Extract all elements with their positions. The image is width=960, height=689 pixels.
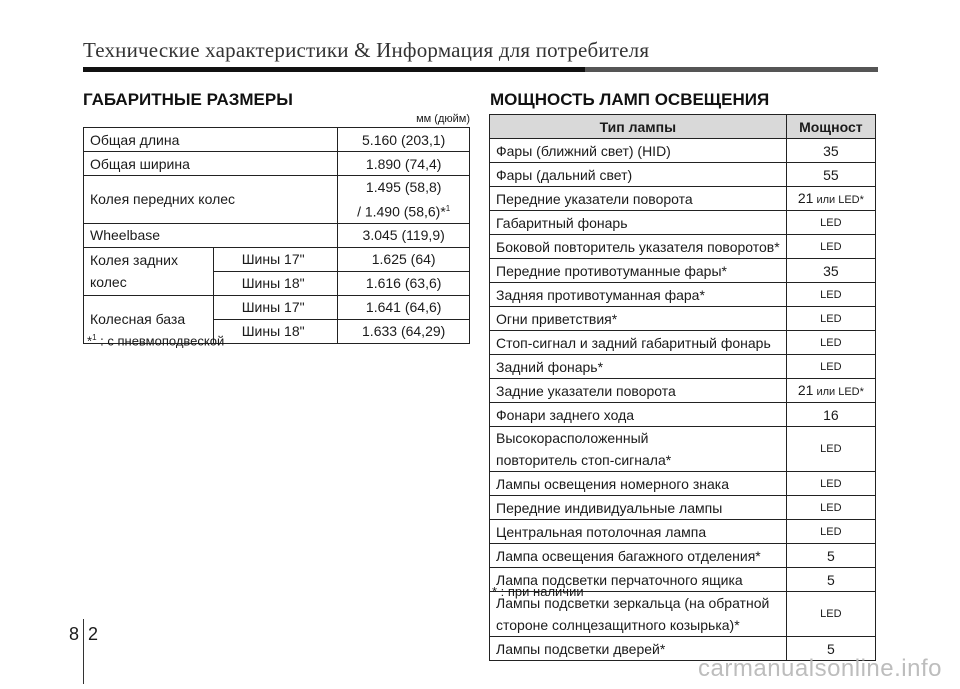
bulb-power-cell: 35 <box>786 139 875 163</box>
dim-label: Wheelbase <box>84 223 338 247</box>
bulb-type-cell <box>490 427 787 472</box>
bulb-power-cell: LED <box>786 496 875 520</box>
bulb-type-cell: Фонари заднего хода <box>490 403 787 427</box>
table-row <box>84 223 470 247</box>
dim-label: Колесная база <box>84 295 214 343</box>
bulb-type-line: Лампы подсветки зеркальца (на обратной <box>496 595 770 611</box>
bulb-power-cell <box>786 379 875 403</box>
watermark: carmanualsonline.info <box>698 655 942 682</box>
table-row <box>490 139 876 163</box>
page-section-number: 8 <box>69 624 80 644</box>
table-row <box>490 496 876 520</box>
bulb-type-line: Высокорасположенный <box>496 430 649 446</box>
table-row <box>490 379 876 403</box>
table-row <box>490 259 876 283</box>
table-row <box>84 247 470 271</box>
bulb-power-cell: 35 <box>786 259 875 283</box>
bulb-power-cell: 5 <box>786 637 875 661</box>
dim-value <box>338 176 470 224</box>
page-header-title: Технические характеристики & Информация для потребителя <box>83 38 650 62</box>
bulb-power-cell: LED <box>786 283 875 307</box>
bulb-type-line: повторитель стоп-сигнала* <box>496 452 672 468</box>
dim-label: Общая длина <box>84 128 338 152</box>
footnote-superscript: 1 <box>92 333 97 342</box>
bulb-type-cell: Центральная потолочная лампа <box>490 520 787 544</box>
table-row <box>84 295 470 319</box>
bulb-type-cell: Задняя противотуманная фара* <box>490 283 787 307</box>
page-number: 2 <box>88 624 99 644</box>
bulb-power-alt: или LED* <box>813 193 864 206</box>
rear-track-label-1: Колея задних <box>90 252 178 269</box>
dim-sublabel: Шины 18" <box>213 319 338 343</box>
dim-label: Общая ширина <box>84 152 338 176</box>
bulb-power-cell: 16 <box>786 403 875 427</box>
bulb-power-cell: 5 <box>786 544 875 568</box>
front-track-value-1: 1.495 (58,8) <box>365 179 442 195</box>
dim-label: Колея передних колес <box>84 176 338 224</box>
bulb-power-cell: LED <box>786 211 875 235</box>
dim-value: 1.641 (64,6) <box>338 295 470 319</box>
table-row <box>490 520 876 544</box>
dimensions-unit: мм (дюйм) <box>416 113 470 125</box>
dim-value: 3.045 (119,9) <box>338 223 470 247</box>
table-row <box>490 355 876 379</box>
bulb-type-line: стороне солнцезащитного козырька)* <box>496 617 740 633</box>
bulb-power-number: 21 <box>797 381 814 398</box>
table-row <box>84 152 470 176</box>
bulb-power-cell <box>786 187 875 211</box>
table-row <box>490 211 876 235</box>
bulb-power-alt: или LED* <box>813 385 864 398</box>
bulbs-footnote: * : при наличии <box>492 584 584 599</box>
bulb-type-cell: Лампы подсветки дверей* <box>490 637 787 661</box>
bulb-type-cell: Передние противотуманные фары* <box>490 259 787 283</box>
dim-sublabel: Шины 17" <box>213 295 338 319</box>
rear-track-label-2: колес <box>90 274 127 291</box>
table-row <box>490 403 876 427</box>
header-rule-light <box>585 67 878 72</box>
bulb-type-cell: Задний фонарь* <box>490 355 787 379</box>
bulb-type-cell: Лампа подсветки перчаточного ящика <box>490 568 787 592</box>
bulb-power-cell: LED <box>786 592 875 637</box>
dim-value: 1.633 (64,29) <box>338 319 470 343</box>
bulb-power-cell: LED <box>786 472 875 496</box>
bulbs-table <box>489 114 876 661</box>
table-row <box>490 163 876 187</box>
table-header-row <box>490 115 876 139</box>
front-track-value-2 <box>344 198 463 223</box>
bulb-power-cell: 5 <box>786 568 875 592</box>
bulb-power-cell: LED <box>786 427 875 472</box>
bulb-type-cell: Задние указатели поворота <box>490 379 787 403</box>
dimensions-footnote: *$^1$ : с пневмоподвеской <box>87 333 225 349</box>
bulb-type-cell: Лампа освещения багажного отделения* <box>490 544 787 568</box>
dim-value: 5.160 (203,1) <box>338 128 470 152</box>
dim-value: 1.616 (63,6) <box>338 271 470 295</box>
superscript-marker: 1 <box>445 204 451 213</box>
column-header-type: Тип лампы <box>490 115 787 139</box>
dim-sublabel: Шины 17" <box>213 247 338 271</box>
bulb-type-cell: Фары (дальний свет) <box>490 163 787 187</box>
table-row <box>490 472 876 496</box>
table-row <box>490 427 876 472</box>
dimensions-title: ГАБАРИТНЫЕ РАЗМЕРЫ <box>83 90 293 109</box>
table-row <box>84 176 470 224</box>
table-row <box>490 187 876 211</box>
table-row <box>84 128 470 152</box>
bulb-type-cell: Фары (ближний свет) (HID) <box>490 139 787 163</box>
footnote-text: : с пневмоподвеской <box>100 333 225 349</box>
bulb-power-cell: LED <box>786 331 875 355</box>
bulb-power-cell: LED <box>786 355 875 379</box>
front-track-value-2-text: / 1.490 (58,6)* <box>357 203 446 220</box>
table-row <box>490 283 876 307</box>
column-header-power: Мощност <box>786 115 875 139</box>
bulb-power-cell: LED <box>786 307 875 331</box>
bulb-power-cell: LED <box>786 235 875 259</box>
bulb-type-cell: Огни приветствия* <box>490 307 787 331</box>
bulbs-title: МОЩНОСТЬ ЛАМП ОСВЕЩЕНИЯ <box>490 90 770 109</box>
dim-sublabel: Шины 18" <box>213 271 338 295</box>
page-divider <box>83 619 84 684</box>
bulb-type-cell: Стоп-сигнал и задний габаритный фонарь <box>490 331 787 355</box>
dim-label <box>84 247 214 295</box>
bulb-type-cell: Боковой повторитель указателя поворотов* <box>490 235 787 259</box>
bulb-type-cell: Передние индивидуальные лампы <box>490 496 787 520</box>
dimensions-table <box>83 127 470 344</box>
bulb-power-cell: 55 <box>786 163 875 187</box>
bulb-type-cell: Габаритный фонарь <box>490 211 787 235</box>
dim-value: 1.625 (64) <box>338 247 470 271</box>
table-row <box>490 331 876 355</box>
table-row <box>490 307 876 331</box>
dim-value: 1.890 (74,4) <box>338 152 470 176</box>
bulb-power-number: 21 <box>797 189 814 206</box>
table-row <box>490 544 876 568</box>
bulb-power-cell: LED <box>786 520 875 544</box>
table-row <box>490 235 876 259</box>
bulb-type-cell: Лампы освещения номерного знака <box>490 472 787 496</box>
bulb-type-cell: Передние указатели поворота <box>490 187 787 211</box>
